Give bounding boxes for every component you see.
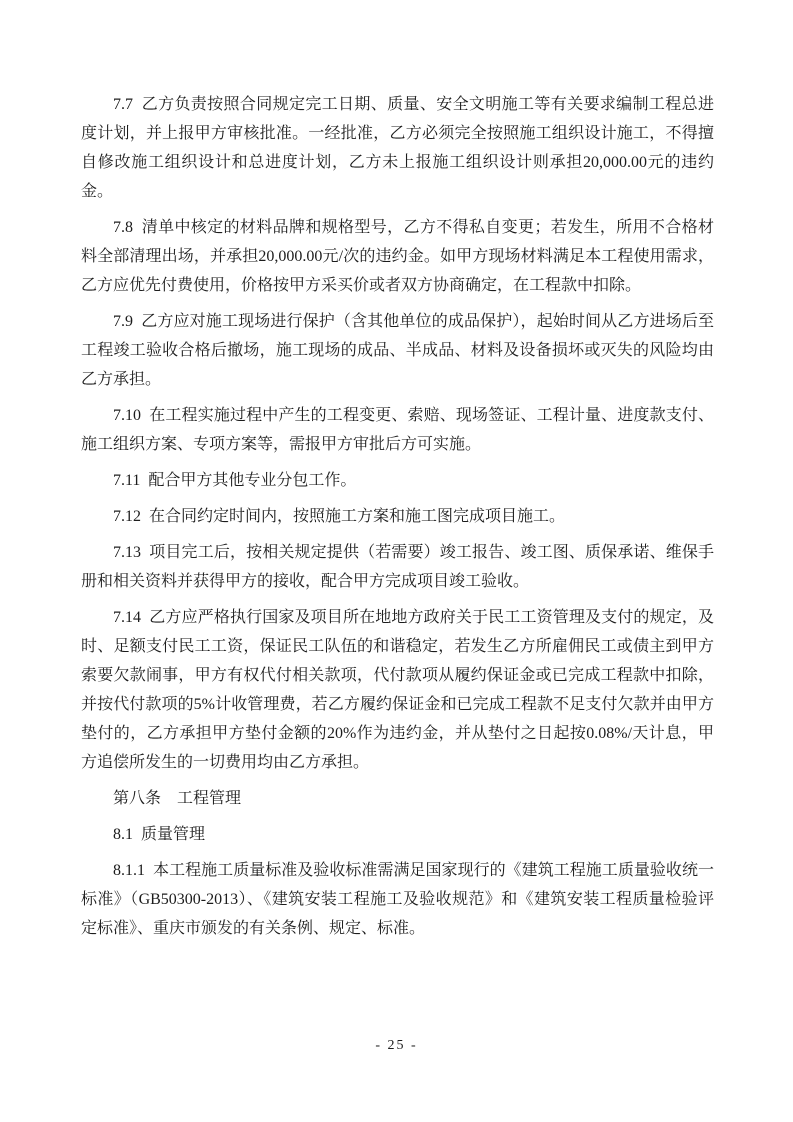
heading-article-8: 第八条 工程管理 [113, 790, 242, 807]
clause-7-12: 7.12 在合同约定时间内，按照施工方案和施工图完成项目施工。 [113, 508, 566, 525]
clause-7-13: 7.13 项目完工后，按相关规定提供（若需要）竣工报告、竣工图、质保承诺、维保手册和相关资料并获得甲方的接收，配合甲方完成项目竣工验收。 [81, 544, 714, 590]
clause-7-8: 7.8 清单中核定的材料品牌和规格型号，乙方不得私自变更；若发生，所用不合格材料全部清理出场，并承担20,000.00元/次的违约金。如甲方现场材料满足本工程使用需求，乙方应优先付费使用，价格按甲方采买价或者双方协商确定，在工程款中扣除。 [81, 219, 714, 294]
page-number: - 25 - [375, 1038, 418, 1053]
document-body [81, 90, 714, 943]
clause-7-14: 7.14 乙方应严格执行国家及项目所在地地方政府关于民工工资管理及支付的规定，及时、足额支付民工工资，保证民工队伍的和谐稳定，若发生乙方所雇佣民工或债主到甲方索要欠款闹事，甲方有权代付相关款项，代付款项从履约保证金或已完成工程款中扣除，并按代付款项的5%计收管理费，若乙方履约保证金和已完成工程款不足支付欠款并由甲方垫付的，乙方承担甲方垫付金额的20%作为违约金，并从垫付之日起按0.08%/天计息，甲方追偿所发生的一切费用均由乙方承担。 [81, 609, 714, 771]
clause-7-10: 7.10 在工程实施过程中产生的工程变更、索赔、现场签证、工程计量、进度款支付、施工组织方案、专项方案等，需报甲方审批后方可实施。 [81, 407, 714, 453]
clause-8-1-1: 8.1.1 本工程施工质量标准及验收标准需满足国家现行的《建筑工程施工质量验收统一标准》（GB50300-2013）、《建筑安装工程施工及验收规范》和《建筑安装工程质量检验评定标准》、重庆市颁发的有关条例、规定、标准。 [81, 862, 714, 937]
heading-8-1: 8.1 质量管理 [113, 826, 206, 843]
clause-7-11: 7.11 配合甲方其他专业分包工作。 [113, 472, 357, 489]
clause-7-9: 7.9 乙方应对施工现场进行保护（含其他单位的成品保护），起始时间从乙方进场后至工程竣工验收合格后撤场，施工现场的成品、半成品、材料及设备损坏或灭失的风险均由乙方承担。 [81, 313, 714, 388]
clause-7-7: 7.7 乙方负责按照合同规定完工日期、质量、安全文明施工等有关要求编制工程总进度计划，并上报甲方审核批准。一经批准，乙方必须完全按照施工组织设计施工，不得擅自修改施工组织设计和总进度计划，乙方未上报施工组织设计则承担20,000.00元的违约金。 [81, 96, 714, 200]
